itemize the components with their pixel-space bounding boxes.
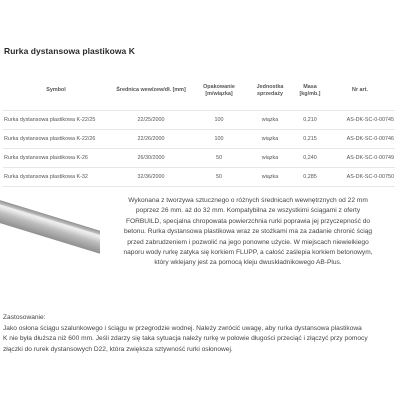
page-title: Rurka dystansowa plastikowa K: [4, 46, 135, 56]
table-row: [3, 130, 395, 149]
cell-article: AS-DK-SC-0-00745: [346, 117, 394, 123]
column-header-package: Opakowanie [m/wiązka]: [203, 83, 235, 97]
cell-symbol: Rurka dystansowa plastikowa K-26: [4, 155, 88, 161]
usage-line: złączki do rurek dystansowych D22, która zwiększa sztywność rurki osłonowej.: [3, 345, 233, 353]
cell-unit: wiązka: [261, 155, 279, 161]
column-header-unit: Jednostka sprzedaży: [256, 83, 284, 97]
cell-mass: 0,285: [303, 174, 317, 180]
table-row: [3, 111, 395, 130]
cell-unit: wiązka: [261, 136, 279, 142]
cell-article: AS-DK-SC-0-00750: [346, 174, 394, 180]
cell-diameter: 32/36/2000: [137, 174, 165, 180]
description-line: FORBUILD, specjalna chropowata powierzchnia rurki poprawia jej przyczepność do: [125, 217, 371, 225]
table-header-row: [3, 71, 395, 111]
cell-symbol: Rurka dystansowa plastikowa K-22/26: [4, 136, 96, 142]
product-description: [105, 196, 391, 269]
column-header-diameter: Średnica wew/zew/dł. [mm]: [116, 87, 186, 93]
product-spec-table: [3, 71, 395, 187]
usage-line: Jako osłona ściągu szalunkowego i ściągu w przegrodzie wodnej. Należy zwrócić uwagę, aby rurka dystansowa plastikowa: [3, 325, 362, 332]
grey-plastic-pipe-photo-icon: [0, 196, 100, 260]
cell-package: 50: [216, 174, 222, 180]
description-line: przed zabrudzeniem i pozwolić na jego ponowne użycie. W miejscach niewielkiego: [127, 238, 369, 246]
column-header-mass: Masa [kg/mb.]: [299, 83, 321, 97]
usage-line: K nie była dłuższa niż 600 mm. Jeśli zdarzy się taka sytuacja należy rurkę w połowie długości przeciąć i złączyć przy pomocy: [3, 335, 368, 343]
description-line: betonu. Rurka dystansowa plastikowa wraz ze stożkami ma za zadanie chronić ściąg: [123, 228, 373, 236]
cell-mass: 0,215: [303, 136, 317, 142]
cell-diameter: 22/25/2000: [137, 117, 165, 123]
usage-text: [3, 324, 393, 355]
cell-mass: 0,210: [303, 117, 317, 123]
cell-unit: wiązka: [261, 174, 279, 180]
table-row: [3, 149, 395, 168]
cell-package: 100: [214, 136, 224, 142]
description-line: który wklejany jest za pomocą kleju dwuskładnikowego AB-Plus.: [154, 259, 342, 267]
cell-diameter: 22/26/2000: [137, 136, 165, 142]
usage-heading: Zastosowanie:: [3, 314, 46, 321]
cell-unit: wiązka: [261, 117, 279, 123]
description-line: poprzez 26 mm. aż do 32 mm. Kompatybilna ze wszystkimi ściągami z oferty: [135, 207, 361, 215]
cell-symbol: Rurka dystansowa plastikowa K-22/25: [4, 117, 96, 123]
cell-package: 100: [214, 117, 224, 123]
description-line: naporu wody rurkę zatyka się korkiem FLUPP, a całość zaślepia korkiem betonowym,: [123, 249, 373, 257]
cell-article: AS-DK-SC-0-00749: [346, 155, 394, 161]
description-line: Wykonana z tworzywa sztucznego o różnych średnicach wewnętrznych od 22 mm: [128, 197, 368, 204]
pipe-product-image: [0, 196, 100, 260]
column-header-article: Nr art.: [352, 87, 368, 93]
column-header-symbol: Symbol: [46, 87, 66, 93]
cell-diameter: 26/30/2000: [137, 155, 165, 161]
cell-article: AS-DK-SC-0-00746: [346, 136, 394, 142]
cell-symbol: Rurka dystansowa plastikowa K-32: [4, 174, 88, 180]
cell-mass: 0,240: [303, 155, 317, 161]
cell-package: 50: [216, 155, 222, 161]
table-row: [3, 168, 395, 187]
